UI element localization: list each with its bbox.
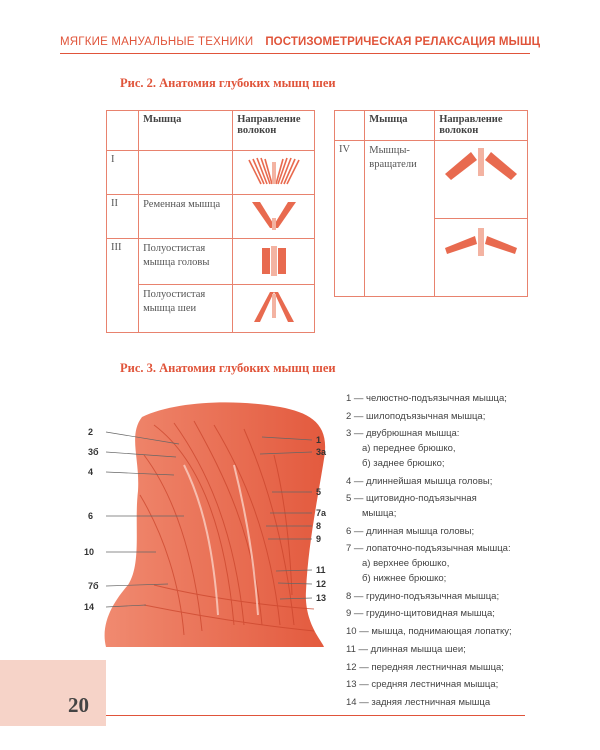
- fig-label: 5: [316, 487, 322, 497]
- header-left: МЯГКИЕ МАНУАЛЬНЫЕ ТЕХНИКИ: [60, 36, 254, 48]
- row-muscle-name: Ременная мышца: [139, 195, 233, 239]
- page-number-box: [0, 660, 106, 726]
- fiber-illustration: [233, 195, 315, 239]
- table-row: [335, 141, 528, 219]
- legend-item: 9 — грудино-щитовидная мышца;: [346, 608, 495, 620]
- header-right: ПОСТИЗОМЕТРИЧЕСКАЯ РЕЛАКСАЦИЯ МЫШЦ: [265, 36, 541, 48]
- table-header-direction: Направление волокон: [435, 111, 528, 141]
- table-row: [107, 285, 315, 333]
- fig3-caption: Рис. 3. Анатомия глубоких мышц шеи: [120, 361, 336, 375]
- legend-item: 14 — задняя лестничная мышца: [346, 696, 491, 708]
- fig-label: 13: [316, 593, 327, 603]
- legend-item: 13 — средняя лестничная мышца;: [346, 679, 499, 691]
- muscle-fibers-iii-head-icon: [252, 242, 296, 278]
- row-num: I: [107, 151, 139, 195]
- fiber-illustration: [435, 219, 528, 297]
- fig2-table-right: [334, 110, 528, 297]
- fig-label: 6: [88, 511, 94, 521]
- fiber-illustration: [233, 285, 315, 333]
- fig-label: 7а: [316, 508, 327, 518]
- page-number: 20: [68, 693, 89, 717]
- fig-label: 9: [316, 534, 322, 544]
- header-rule: [60, 53, 530, 54]
- fig-label: 3а: [316, 447, 327, 457]
- row-muscle-name: [139, 151, 233, 195]
- fig-label: 8: [316, 521, 322, 531]
- table-header-num: [107, 111, 139, 151]
- legend-item: 4 — длиннейшая мышца головы;: [346, 475, 493, 487]
- fiber-illustration: [233, 151, 315, 195]
- muscle-fibers-iii-neck-icon: [246, 288, 302, 326]
- fig-label: 2: [88, 427, 94, 437]
- fig2-caption: Рис. 2. Анатомия глубоких мышц шеи: [120, 76, 336, 90]
- table-row: [107, 239, 315, 285]
- legend-item: 12 — передняя лестничная мышца;: [346, 661, 504, 673]
- legend-item: 8 — грудино-подъязычная мышца;: [346, 590, 500, 602]
- fig-label: 3б: [88, 447, 99, 457]
- legend-item: 7 — лопаточно-подъязычная мышца:: [346, 543, 511, 555]
- table-row: [107, 151, 315, 195]
- row-muscle-name: Полуостистая мышца головы: [139, 239, 233, 285]
- legend-subitem: мышца;: [362, 508, 397, 520]
- fig-label: 11: [316, 565, 326, 575]
- muscle-fibers-ii-icon: [246, 198, 302, 232]
- row-num: III: [107, 239, 139, 333]
- row-muscle-name: Полуостистая мышца шеи: [139, 285, 233, 333]
- legend-item: 1 — челюстно-подъязычная мышца;: [346, 393, 507, 404]
- neck-anatomy-illustration: [84, 395, 346, 655]
- fig-label: 7б: [88, 581, 99, 591]
- legend-item: 5 — щитовидно-подъязычная: [346, 493, 477, 505]
- fig3-legend: [346, 392, 566, 711]
- legend-subitem: б) заднее брюшко;: [362, 457, 445, 469]
- table-row: [107, 195, 315, 239]
- footer-rule: [106, 715, 525, 716]
- legend-item: 3 — двубрюшная мышца:: [346, 428, 460, 440]
- fig2-table-left: [106, 110, 315, 333]
- legend-subitem: а) переднее брюшко,: [362, 443, 456, 455]
- legend-item: 6 — длинная мышца головы;: [346, 525, 475, 537]
- row-num: IV: [335, 141, 365, 297]
- legend-subitem: а) верхнее брюшко,: [362, 558, 450, 570]
- row-muscle-name: Мышцы-вращатели: [365, 141, 435, 297]
- table-header-muscle: Мышца: [365, 111, 435, 141]
- table-header-direction: Направление волокон: [233, 111, 315, 151]
- table-header-muscle: Мышца: [139, 111, 233, 151]
- muscle-fibers-iv-lower-icon: [441, 222, 521, 262]
- running-header: [60, 36, 541, 48]
- legend-item: 10 — мышца, поднимающая лопатку;: [346, 626, 512, 638]
- muscle-fibers-i-icon: [243, 154, 305, 188]
- fig-label: 1: [316, 435, 322, 445]
- row-num: II: [107, 195, 139, 239]
- fiber-illustration: [435, 141, 528, 219]
- fig-label: 12: [316, 579, 327, 589]
- legend-subitem: б) нижнее брюшко;: [362, 572, 447, 584]
- fiber-illustration: [233, 239, 315, 285]
- legend-item: 11 — длинная мышца шеи;: [346, 643, 466, 655]
- fig-label: 10: [84, 547, 95, 557]
- muscle-fibers-iv-upper-icon: [441, 144, 521, 184]
- fig-label: 14: [84, 602, 95, 612]
- legend-item: 2 — шилоподъязычная мышца;: [346, 410, 486, 422]
- table-header-num: [335, 111, 365, 141]
- fig-label: 4: [88, 467, 94, 477]
